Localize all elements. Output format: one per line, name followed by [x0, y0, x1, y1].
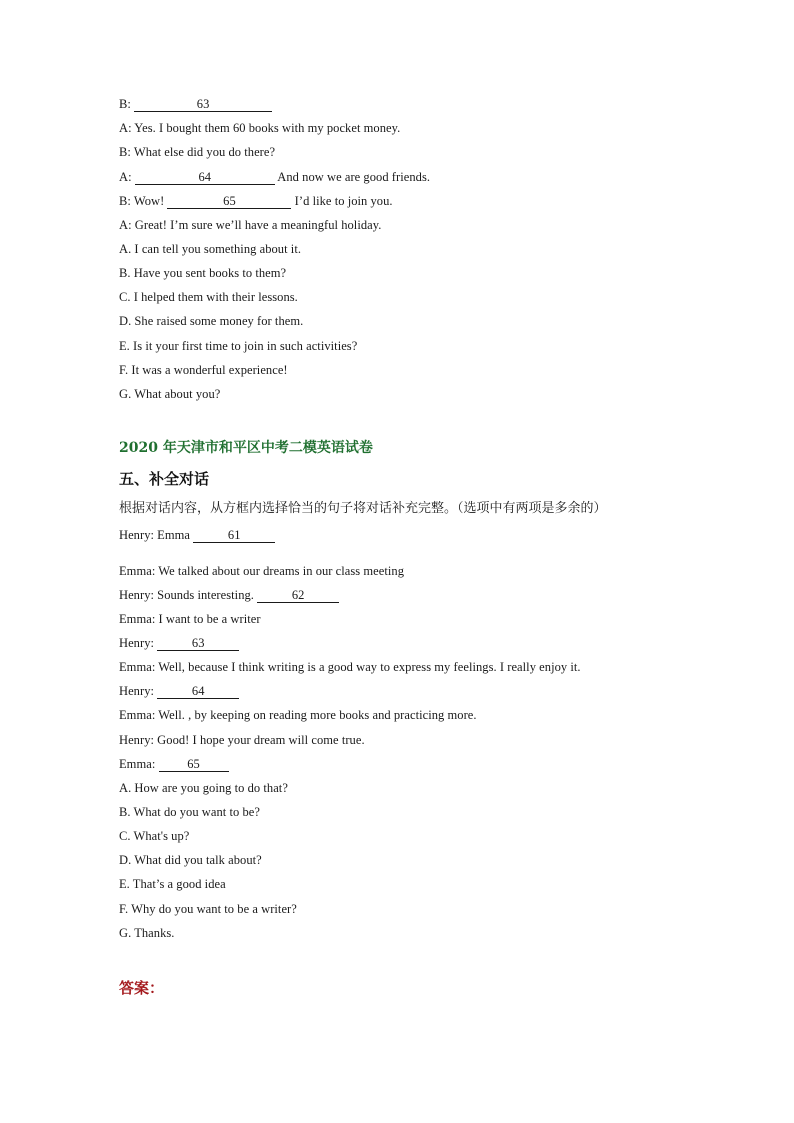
option-item: F. Why do you want to be a writer?: [119, 902, 297, 916]
option-item: D. What did you talk about?: [119, 853, 262, 867]
option-item: B. Have you sent books to them?: [119, 266, 287, 280]
answer-label: 答案：: [119, 979, 165, 997]
dialogue-line: Emma: Well. , by keeping on reading more books and practicing more.: [119, 708, 477, 722]
speaker-label: Emma:: [119, 757, 156, 771]
option-item: C. I helped them with their lessons.: [119, 290, 298, 304]
dialogue-line: A: Great! I’m sure we’ll have a meaningful holiday.: [119, 218, 382, 232]
answer-blank-65[interactable]: 65: [167, 195, 291, 209]
dialogue-line: Henry: Good! I hope your dream will come true.: [119, 733, 365, 747]
option-item: C. What's up?: [119, 829, 190, 843]
speaker-label: A:: [119, 170, 132, 184]
dialogue-line-61: [119, 527, 275, 543]
dialogue-line-b65: [119, 193, 393, 209]
speaker-label: Henry: Emma: [119, 528, 191, 542]
exam-title: 2020 年天津市和平区中考二模英语试卷: [119, 440, 373, 456]
option-item: G. What about you?: [119, 387, 221, 401]
answer-blank-65[interactable]: 65: [159, 758, 229, 772]
speaker-label: Henry:: [119, 684, 155, 698]
dialogue-line-63: [119, 635, 239, 651]
instruction-text: 根据对话内容，从方框内选择恰当的句子将对话补充完整。（选项中有两项是多余的）: [119, 501, 607, 516]
dialogue-line-64: [119, 683, 239, 699]
dialogue-line: Emma: Well, because I think writing is a good way to express my feelings. I really enjoy it.: [119, 660, 581, 674]
answer-blank-61[interactable]: 61: [193, 529, 275, 543]
answer-blank-63[interactable]: 63: [157, 637, 239, 651]
speaker-label: B: Wow!: [119, 194, 165, 208]
option-item: G. Thanks.: [119, 926, 175, 940]
dialogue-text: And now we are good friends.: [277, 170, 431, 184]
dialogue-line: A: Yes. I bought them 60 books with my pocket money.: [119, 121, 401, 135]
dialogue-line-b63: [119, 96, 272, 112]
dialogue-line: Emma: I want to be a writer: [119, 612, 261, 626]
speaker-label: Henry: Sounds interesting.: [119, 588, 254, 602]
section-heading: 五、补全对话: [119, 470, 210, 488]
option-item: A. How are you going to do that?: [119, 781, 288, 795]
option-item: F. It was a wonderful experience!: [119, 363, 288, 377]
answer-blank-64[interactable]: 64: [135, 171, 275, 185]
dialogue-line-62: [119, 587, 339, 603]
dialogue-line: B: What else did you do there?: [119, 145, 276, 159]
option-item: E. Is it your first time to join in such activities?: [119, 339, 358, 353]
dialogue-text: I’d like to join you.: [294, 194, 393, 208]
answer-blank-64[interactable]: 64: [157, 685, 239, 699]
speaker-label: B:: [119, 97, 131, 111]
dialogue-line: Emma: We talked about our dreams in our class meeting: [119, 564, 405, 578]
dialogue-line-a64: [119, 169, 430, 185]
option-item: B. What do you want to be?: [119, 805, 260, 819]
option-item: D. She raised some money for them.: [119, 314, 304, 328]
option-item: E. That’s a good idea: [119, 877, 226, 891]
speaker-label: Henry:: [119, 636, 155, 650]
dialogue-line-65: [119, 756, 229, 772]
option-item: A. I can tell you something about it.: [119, 242, 302, 256]
answer-blank-63[interactable]: 63: [134, 98, 272, 112]
answer-blank-62[interactable]: 62: [257, 589, 339, 603]
